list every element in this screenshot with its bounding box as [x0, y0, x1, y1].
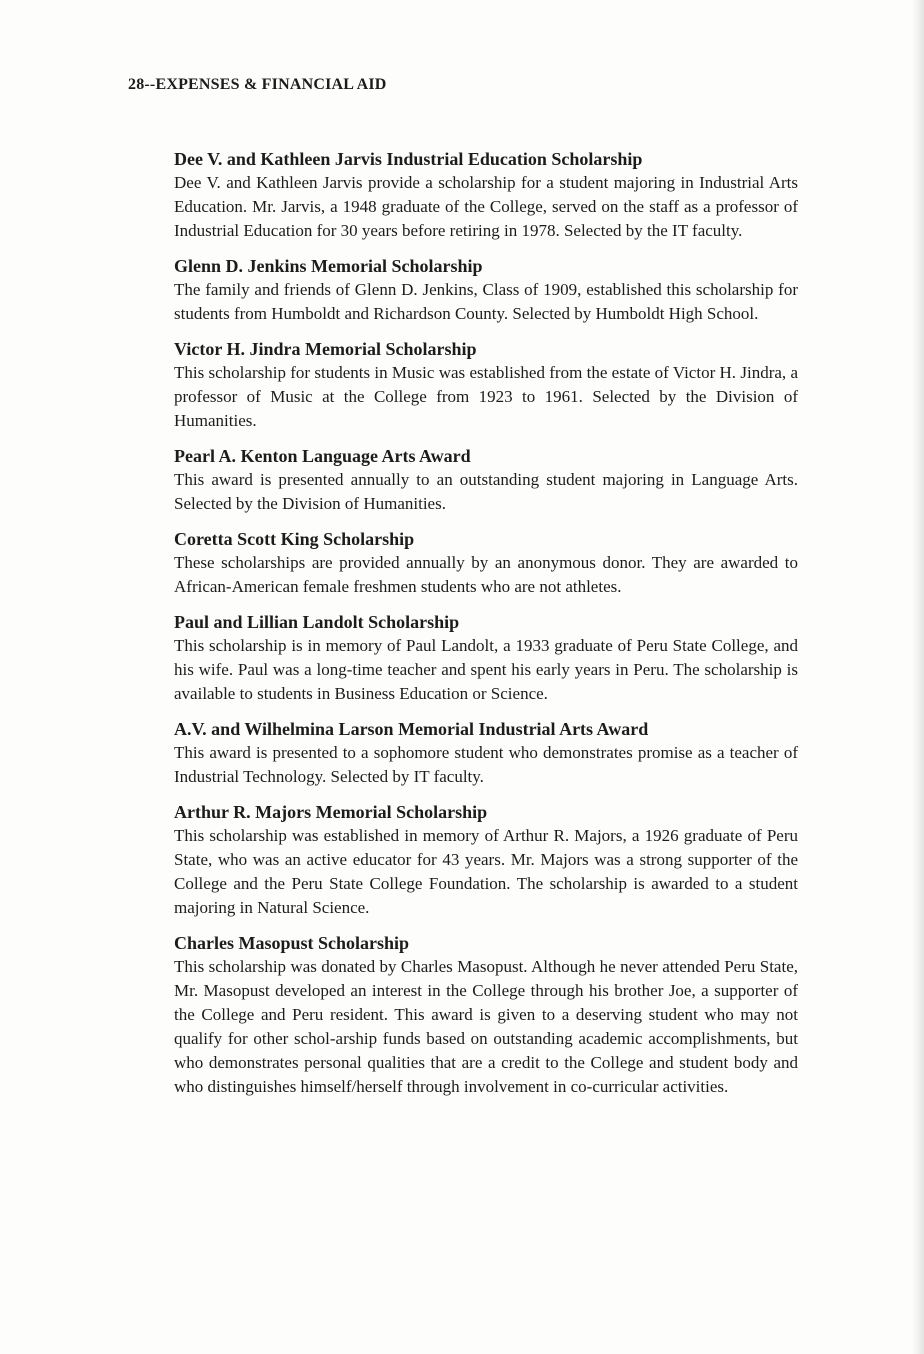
entry-body: These scholarships are provided annually by an anonymous donor. They are awarded to African-American female freshmen students who are not athletes. — [174, 553, 798, 596]
scholarship-entry-landolt — [174, 610, 798, 706]
page-edge-shadow — [912, 0, 924, 1354]
entry-title: Charles Masopust Scholarship — [174, 933, 410, 953]
scholarship-entry-kenton — [174, 444, 798, 516]
entry-title: A.V. and Wilhelmina Larson Memorial Industrial Arts Award — [174, 719, 649, 739]
scholarship-entry-jindra — [174, 337, 798, 433]
scholarship-entry-masopust — [174, 931, 798, 1099]
entry-title: Paul and Lillian Landolt Scholarship — [174, 612, 460, 632]
scholarship-entry-majors — [174, 800, 798, 920]
scholarship-entry-jenkins — [174, 254, 798, 326]
entry-title: Pearl A. Kenton Language Arts Award — [174, 446, 471, 466]
entry-body: This award is presented annually to an outstanding student majoring in Language Arts. Selected by the Division of Humanities. — [174, 470, 798, 513]
entry-body: This scholarship for students in Music was established from the estate of Victor H. Jindra, a professor of Music at the College from 1923 to 1961. Selected by the Division of Humanities. — [174, 363, 798, 430]
scholarship-entry-jarvis — [174, 147, 798, 243]
running-head: 28--EXPENSES & FINANCIAL AID — [128, 76, 387, 93]
entry-body: This scholarship was donated by Charles Masopust. Although he never attended Peru State, Mr. Masopust developed an interest in the College through his brother Joe, a supporter of the College and Peru resident. This award is given to a deserving student who may not qualify for other schol-arship funds based on outstanding academic accomplishments, but who demonstrates personal qualities that are a credit to the College and student body and who distinguishes himself/herself through involvement in co-curricular activities. — [174, 957, 798, 1096]
entry-body: This scholarship is in memory of Paul Landolt, a 1933 graduate of Peru State College, and his wife. Paul was a long-time teacher and spent his early years in Peru. The scholarship is available to students in Business Education or Science. — [174, 636, 798, 703]
entry-body: Dee V. and Kathleen Jarvis provide a scholarship for a student majoring in Industrial Arts Education. Mr. Jarvis, a 1948 graduate of the College, served on the staff as a professor of Industrial Education for 30 years before retiring in 1978. Selected by the IT faculty. — [174, 173, 798, 240]
scholarship-list — [174, 147, 798, 1110]
entry-title: Glenn D. Jenkins Memorial Scholarship — [174, 256, 483, 276]
entry-body: This award is presented to a sophomore student who demonstrates promise as a teacher of Industrial Technology. Selected by IT faculty. — [174, 743, 798, 786]
entry-title: Coretta Scott King Scholarship — [174, 529, 415, 549]
entry-body: This scholarship was established in memory of Arthur R. Majors, a 1926 graduate of Peru State, who was an active educator for 43 years. Mr. Majors was a strong supporter of the College and the Peru State College Foundation. The scholarship is awarded to a student majoring in Natural Science. — [174, 826, 798, 917]
entry-title: Arthur R. Majors Memorial Scholarship — [174, 802, 488, 822]
scholarship-entry-larson — [174, 717, 798, 789]
scholarship-entry-king — [174, 527, 798, 599]
entry-title: Dee V. and Kathleen Jarvis Industrial Education Scholarship — [174, 149, 643, 169]
entry-title: Victor H. Jindra Memorial Scholarship — [174, 339, 477, 359]
entry-body: The family and friends of Glenn D. Jenkins, Class of 1909, established this scholarship for students from Humboldt and Richardson County. Selected by Humboldt High School. — [174, 280, 798, 323]
